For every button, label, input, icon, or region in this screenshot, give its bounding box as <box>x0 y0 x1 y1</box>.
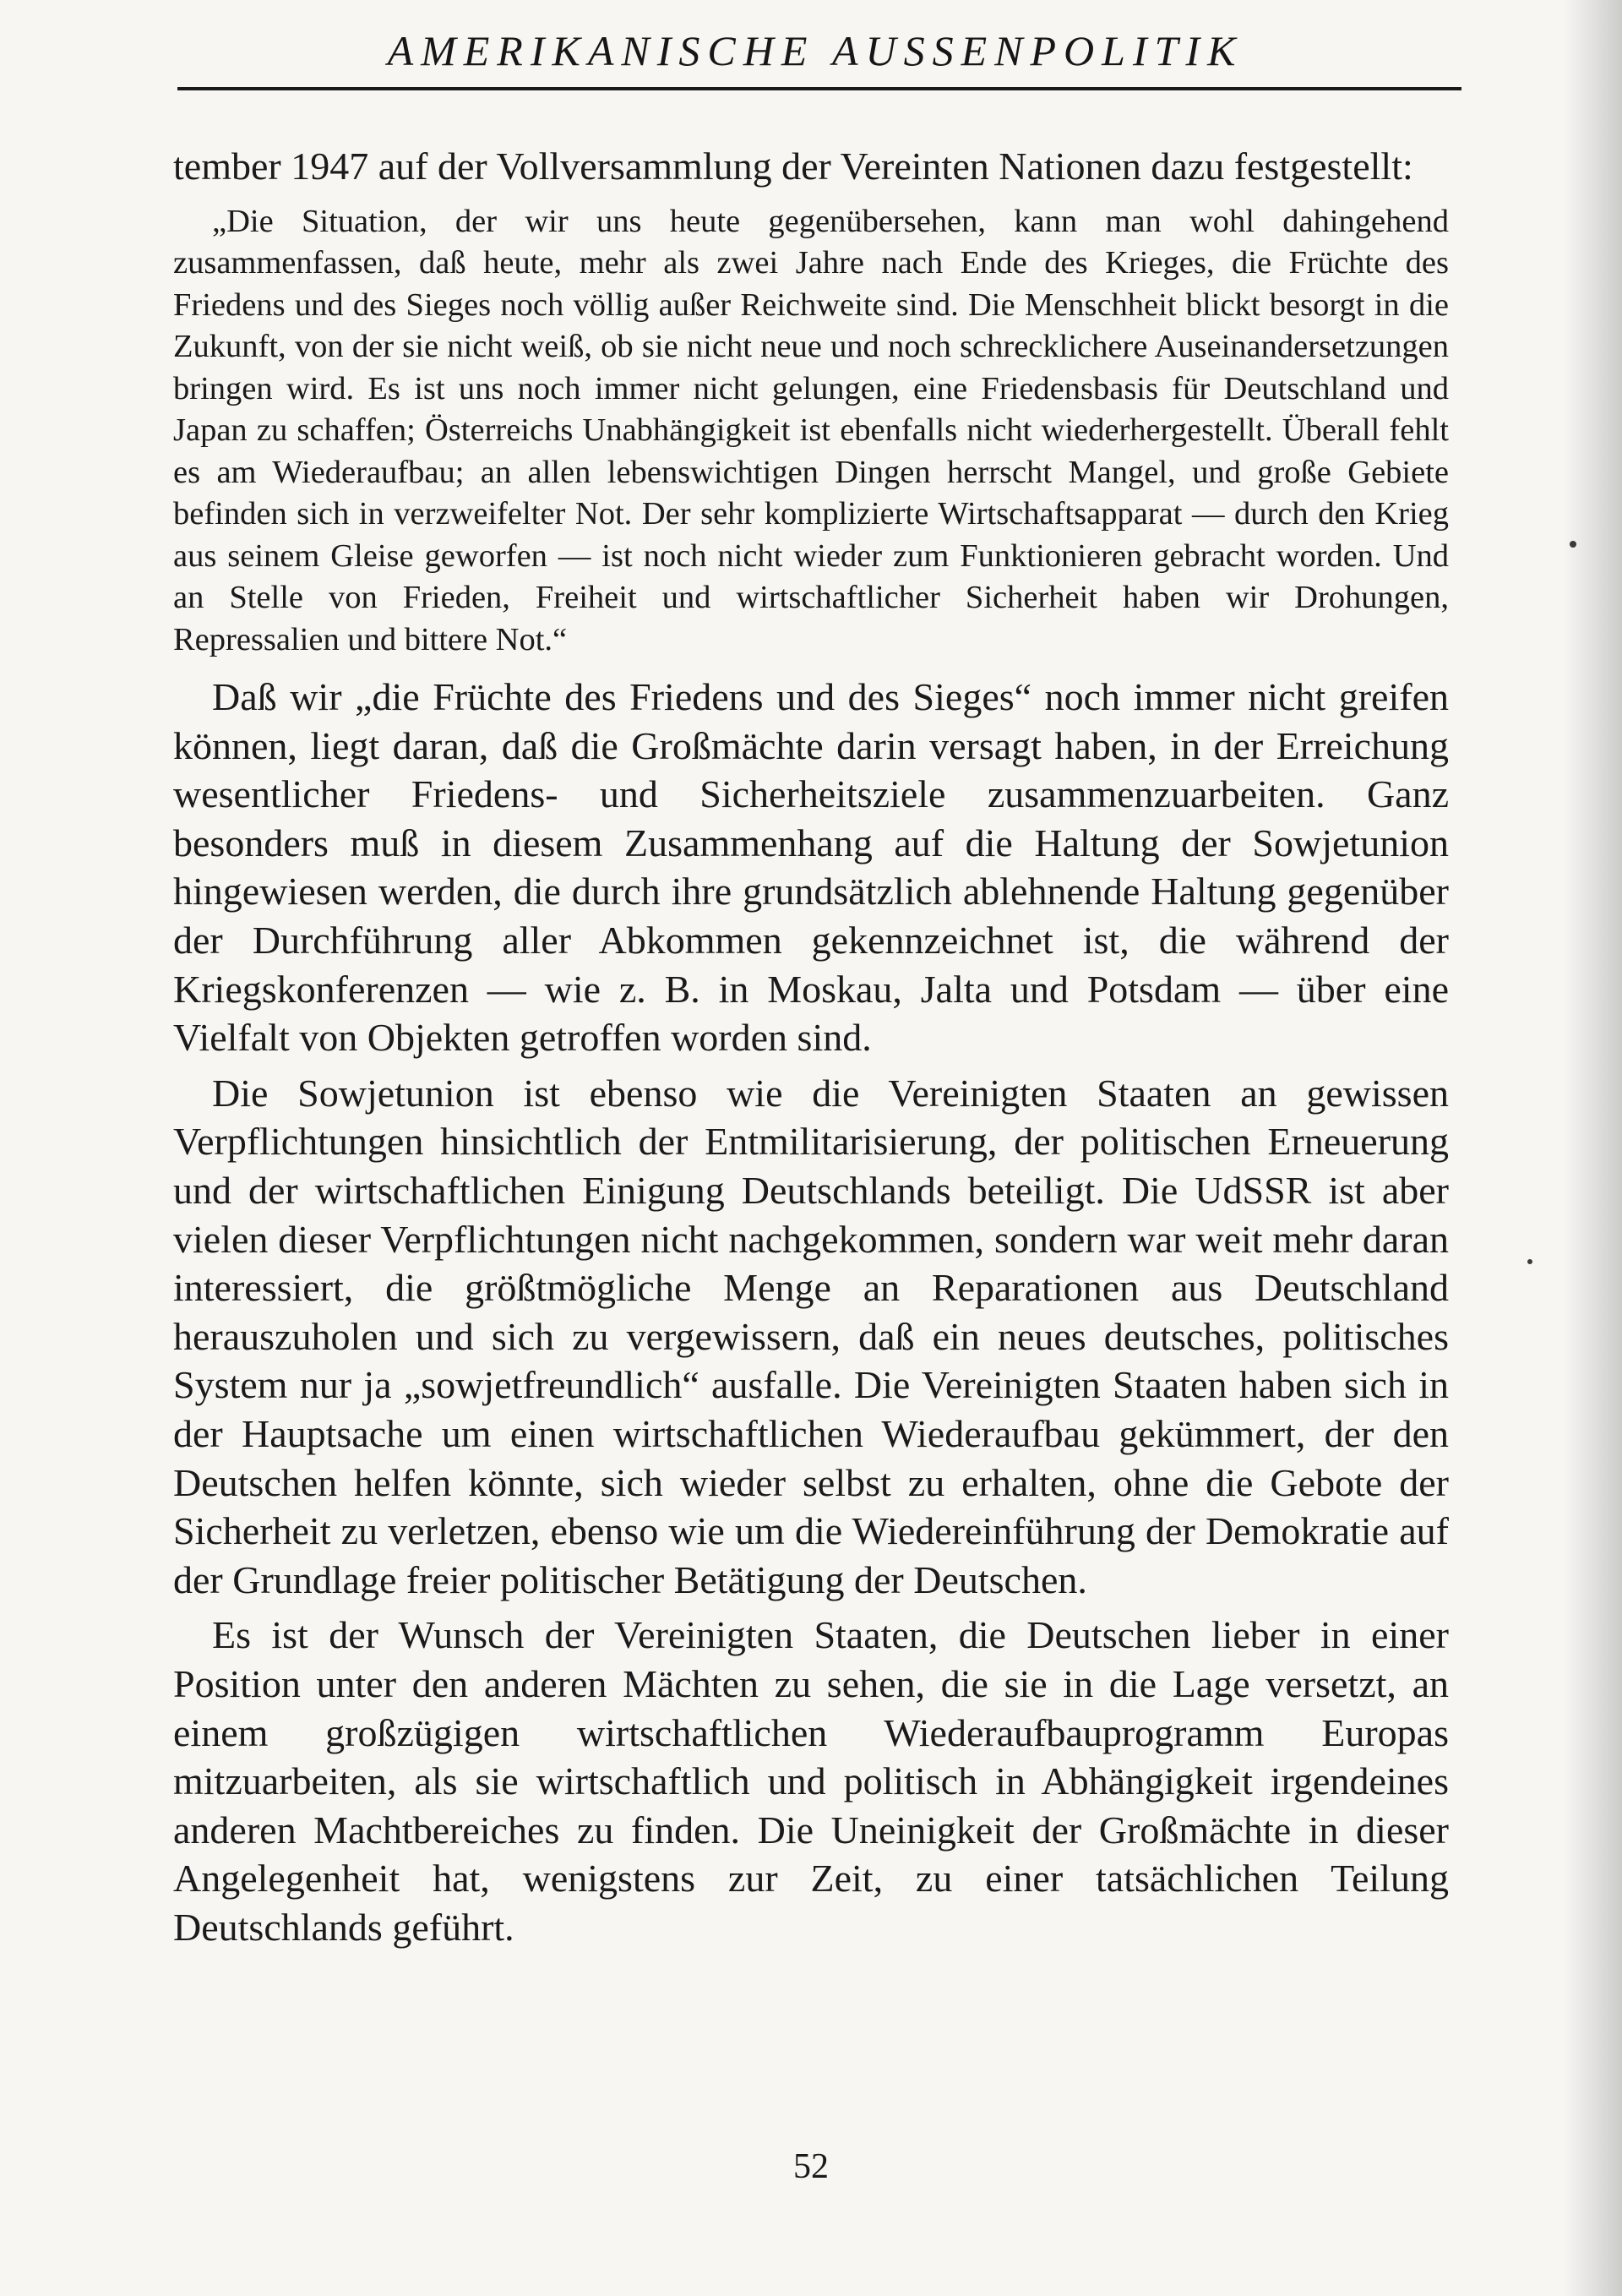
paragraph-continuation: tember 1947 auf der Vollversammlung der Vereinten Nationen dazu festgestellt: <box>173 145 1413 188</box>
text-block <box>173 142 1449 1952</box>
scan-edge-shadow <box>1563 0 1622 2296</box>
page-number: 52 <box>793 2147 829 2186</box>
paragraph: Es ist der Wunsch der Vereinigten Staaten, die Deutschen lieber in einer Position unter den anderen Mächten zu sehen, die sie in die Lage versetzt, an einem großzügigen wirtschaftlichen Wiederaufbauprogramm Europas mitzuarbeiten, als sie wirtschaftlich und politisch in Abhängigkeit irgendeines anderen Machtbereiches zu finden. Die Uneinigkeit der Großmächte in dieser Angelegenheit hat, wenigstens zur Zeit, zu einer tatsächlichen Teilung Deutschlands geführt. <box>173 1613 1449 1949</box>
block-quote: „Die Situation, der wir uns heute gegenübersehen, kann man wohl dahingehend zusammenfassen, daß heute, mehr als zwei Jahre nach Ende des Krieges, die Früchte des Friedens und des Sieges noch völlig außer Reichweite sind. Die Menschheit blickt besorgt in die Zukunft, von der sie nicht weiß, ob sie nicht neue und noch schrecklichere Auseinandersetzungen bringen wird. Es ist uns noch immer nicht gelungen, eine Friedensbasis für Deutschland und Japan zu schaffen; Österreichs Unabhängigkeit ist ebenfalls nicht wiederhergestellt. Überall fehlt es am Wiederaufbau; an allen lebenswichtigen Dingen herrscht Mangel, und große Gebiete befinden sich in verzweifelter Not. Der sehr komplizierte Wirtschaftsapparat — durch den Krieg aus seinem Gleise geworfen — ist noch nicht wieder zum Funktionieren gebracht worden. Und an Stelle von Frieden, Freiheit und wirtschaftlicher Sicherheit haben wir Drohungen, Repressalien und bittere Not.“ <box>173 203 1449 657</box>
running-head: AMERIKANISCHE AUSSENPOLITIK <box>387 27 1244 74</box>
paragraph: Daß wir „die Früchte des Friedens und des Sieges“ noch immer nicht greifen können, liegt daran, daß die Großmächte darin versagt haben, in der Erreichung wesentlicher Friedens- und Sicherheitsziele zusammenzuarbeiten. Ganz besonders muß in diesem Zusammenhang auf die Haltung der Sowjetunion hingewiesen werden, die durch ihre grundsätzlich ablehnende Haltung gegenüber der Durchführung aller Abkommen gekennzeichnet ist, die während der Kriegskonferenzen — wie z. B. in Moskau, Jalta und Potsdam — über eine Vielfalt von Objekten getroffen worden sind. <box>173 675 1449 1060</box>
paragraph: Die Sowjetunion ist ebenso wie die Vereinigten Staaten an gewissen Verpflichtungen hinsichtlich der Entmilitarisierung, der politischen Erneuerung und der wirtschaftlichen Einigung Deutschlands beteiligt. Die UdSSR ist aber vielen dieser Verpflichtungen nicht nachgekommen, sondern war weit mehr daran interessiert, die größtmögliche Menge an Reparationen aus Deutschland herauszuholen und sich zu vergewissern, daß ein neues deutsches, politisches System nur ja „sowjetfreundlich“ ausfalle. Die Vereinigten Staaten haben sich in der Hauptsache um einen wirtschaftlichen Wiederaufbau gekümmert, der den Deutschen helfen könnte, sich wieder selbst zu erhalten, ohne die Gebote der Sicherheit zu verletzen, ebenso wie um die Wiedereinführung der Demokratie auf der Grundlage freier politischer Betätigung der Deutschen. <box>173 1071 1449 1601</box>
scan-speck <box>1570 541 1576 548</box>
header-rule <box>177 87 1461 90</box>
scan-speck <box>1527 1259 1532 1264</box>
